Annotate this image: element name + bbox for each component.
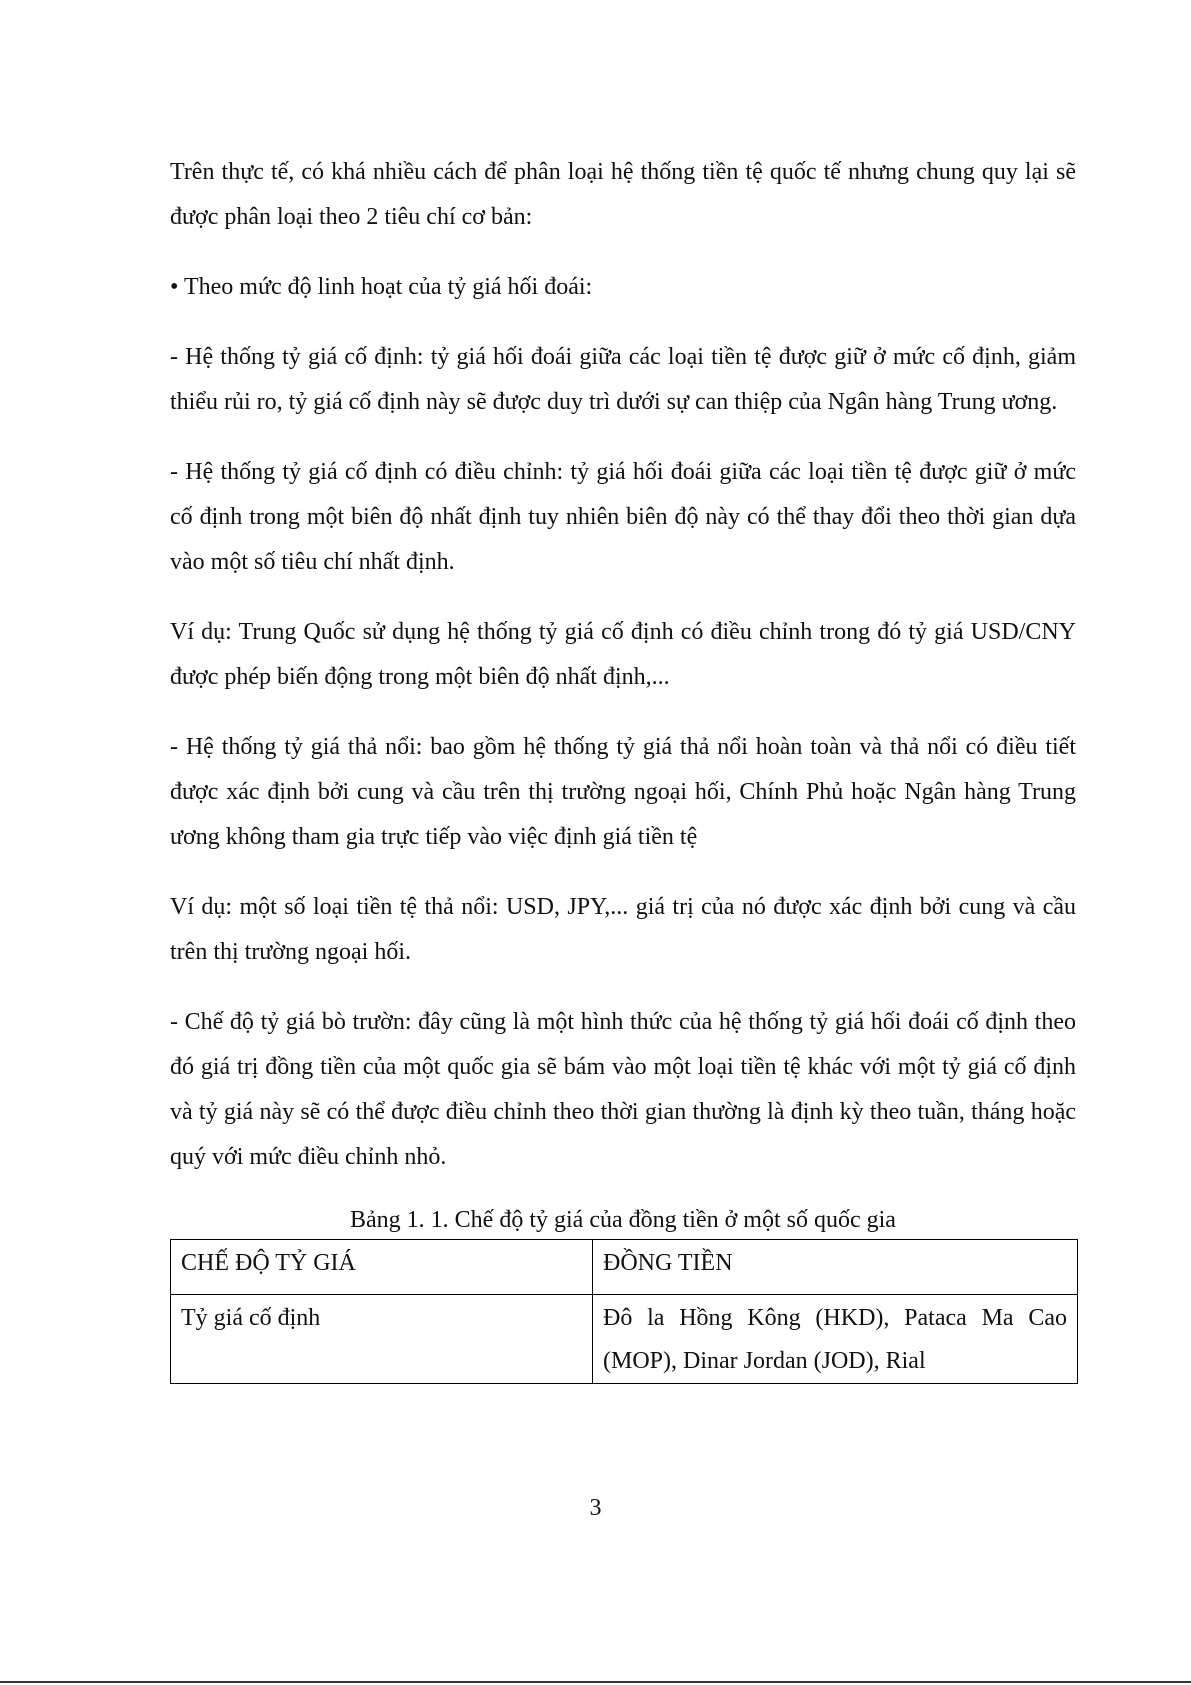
paragraph-bullet-flexibility: • Theo mức độ linh hoạt của tỷ giá hối đoái: bbox=[170, 274, 593, 300]
page-number: 3 bbox=[589, 1495, 602, 1521]
paragraph-example-china: Ví dụ: Trung Quốc sử dụng hệ thống tỷ giá cố định có điều chỉnh trong đó tỷ giá USD/CNY được phép biến động trong một biên độ nhất định,... bbox=[170, 619, 1076, 690]
table-caption: Bảng 1. 1. Chế độ tỷ giá của đồng tiền ở một số quốc gia bbox=[350, 1207, 896, 1233]
document-page bbox=[170, 150, 1076, 1384]
table-header-currency: ĐỒNG TIỀN bbox=[593, 1240, 1078, 1295]
table-cell-currencies: Đô la Hồng Kông (HKD), Pataca Ma Cao (MOP), Dinar Jordan (JOD), Rial bbox=[593, 1295, 1078, 1384]
table-cell-regime: Tỷ giá cố định bbox=[171, 1295, 593, 1384]
paragraph-floating-rate: - Hệ thống tỷ giá thả nổi: bao gồm hệ thống tỷ giá thả nổi hoàn toàn và thả nổi có điều tiết được xác định bởi cung và cầu trên thị trường ngoại hối, Chính Phủ hoặc Ngân hàng Trung ương không tham gia trực tiếp vào việc định giá tiền tệ bbox=[170, 734, 1076, 850]
table-row bbox=[171, 1295, 1078, 1384]
paragraph-adjustable-peg: - Hệ thống tỷ giá cố định có điều chỉnh: tỷ giá hối đoái giữa các loại tiền tệ được giữ ở mức cố định trong một biên độ nhất định tuy nhiên biên độ này có thể thay đổi theo thời gian dựa vào một số tiêu chí nhất định. bbox=[170, 459, 1076, 575]
paragraph-crawling-peg: - Chế độ tỷ giá bò trườn: đây cũng là một hình thức của hệ thống tỷ giá hối đoái cố định theo đó giá trị đồng tiền của một quốc gia sẽ bám vào một loại tiền tệ khác với một tỷ giá cố định và tỷ giá này sẽ có thể được điều chỉnh theo thời gian thường là định kỳ theo tuần, tháng hoặc quý với mức điều chỉnh nhỏ. bbox=[170, 1009, 1076, 1170]
page-bottom-divider bbox=[0, 1681, 1191, 1683]
table-header-row bbox=[171, 1240, 1078, 1295]
exchange-regime-table bbox=[170, 1239, 1078, 1384]
table-header-regime: CHẾ ĐỘ TỶ GIÁ bbox=[171, 1240, 593, 1295]
paragraph-example-floating: Ví dụ: một số loại tiền tệ thả nổi: USD, JPY,... giá trị của nó được xác định bởi cung và cầu trên thị trường ngoại hối. bbox=[170, 894, 1076, 965]
paragraph-fixed-rate: - Hệ thống tỷ giá cố định: tỷ giá hối đoái giữa các loại tiền tệ được giữ ở mức cố định, giảm thiểu rủi ro, tỷ giá cố định này sẽ được duy trì dưới sự can thiệp của Ngân hàng Trung ương. bbox=[170, 344, 1076, 415]
paragraph-intro: Trên thực tế, có khá nhiều cách để phân loại hệ thống tiền tệ quốc tế nhưng chung quy lại sẽ được phân loại theo 2 tiêu chí cơ bản: bbox=[170, 159, 1076, 230]
